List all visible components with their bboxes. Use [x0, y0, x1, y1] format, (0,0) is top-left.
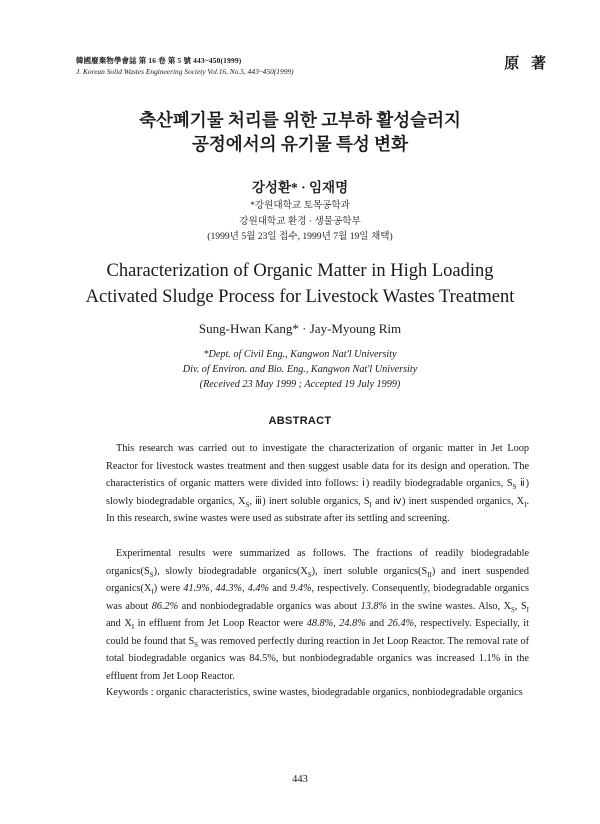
- journal-english-line: J. Korean Solid Wastes Engineering Society Vol.16, No.5, 443~450(1999): [76, 66, 294, 76]
- abstract-paragraph-2: Experimental results were summarized as follows. The fractions of readily biodegradable $organics(S_S)$, slowly biodegradable $organics(X_S)$, inert soluble $organics(S_{II})$ and inert suspended $organics(X_I)$ were 41.9%, 44.3%, 4.4% and 9.4%, respectively. Consequently, biodegradable organics was about 86.2% and nonbiodegradable organics was about 13.8% in the swine wastes. Also, $X_S$, $S_I$ and $X_I$ in effluent from Jet Loop Reactor were 48.8%, 24.8% and 26.4%, respectively. Especially, it could be found that $S_S$ was removed perfectly during reaction in Jet Loop Reactor. The removal rate of total biodegradable organics was 84.5%, but nonbiodegradable organics was increased 1.1% in the effluent from Jet Loop Reactor.: [106, 548, 530, 682]
- page-number: 443: [292, 774, 308, 785]
- journal-korean-line: 韓國廢棄物學會誌 第 16 卷 第 5 號 443~450(1999): [76, 56, 242, 65]
- korean-affiliations: [0, 198, 600, 245]
- english-affiliation-1: *Dept. of Civil Eng., Kangwon Nat'l University: [203, 349, 397, 360]
- korean-authors: 강성환* · 임재명: [251, 180, 349, 195]
- korean-title: [0, 108, 600, 156]
- journal-header: [76, 56, 294, 77]
- article-type-mark: 原 著: [504, 56, 550, 72]
- korean-title-line2: 공정에서의 유기물 특성 변화: [192, 134, 408, 154]
- english-dates: (Received 23 May 1999 ; Accepted 19 July 1999): [199, 379, 401, 390]
- keywords: Keywords : organic characteristics, swine wastes, biodegradable organics, nonbiodegradable organics: [106, 687, 523, 698]
- korean-dates: (1999년 5월 23일 접수, 1999년 7월 19일 채택): [207, 231, 393, 242]
- abstract-heading: ABSTRACT: [268, 415, 332, 427]
- english-title: [0, 258, 600, 310]
- english-affiliations: [0, 347, 600, 392]
- english-authors: Sung-Hwan Kang* · Jay-Myoung Rim: [198, 321, 402, 336]
- korean-affiliation-2: 강원대학교 환경 · 생물공학부: [239, 215, 361, 227]
- korean-title-line1: 축산폐기물 처리를 위한 고부하 활성슬러지: [139, 110, 461, 130]
- abstract-paragraph-1: This research was carried out to investigate the characterization of organic matter in Jet Loop Reactor for livestock wastes treatment and then suggest usable data for its design and operation. The characteristics of organic matters were divided into follows: ⅰ) readily biodegradable organics, $S_S$ ⅱ) slowly biodegradable organics, $X_S$, ⅲ) inert soluble organics, $S_I$ and ⅳ) inert suspended organics, $X_I$. In this research, swine wastes were used as substrate after its settling and screening.: [106, 443, 530, 524]
- english-affiliation-2: Div. of Environ. and Bio. Eng., Kangwon Nat'l University: [182, 364, 418, 375]
- korean-affiliation-1: *강원대학교 토목공학과: [250, 200, 350, 211]
- english-title-line1: Characterization of Organic Matter in High Loading: [106, 261, 494, 281]
- english-title-line2: Activated Sludge Process for Livestock Wastes Treatment: [85, 287, 515, 307]
